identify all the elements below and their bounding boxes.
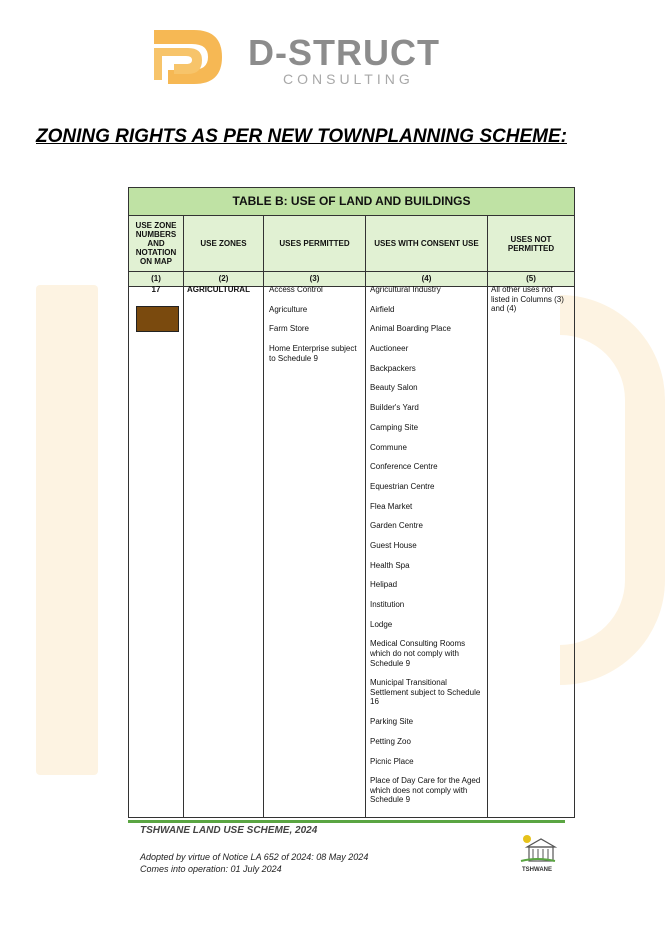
city-logo-text: TSHWANE — [522, 867, 552, 873]
list-item: Access Control — [269, 285, 323, 294]
uses-not-permitted: All other uses not listed in Columns (3) and (4) — [491, 285, 564, 314]
list-item: Agriculture — [269, 304, 308, 314]
logo-wordmark: D-STRUCT — [248, 32, 440, 73]
column-number: (5) — [526, 274, 536, 283]
adoption-notice: Adopted by virtue of Notice LA 652 of 2024: 08 May 2024 — [140, 852, 369, 862]
footer-title: TSHWANE LAND USE SCHEME, 2024 — [140, 825, 318, 836]
consent-uses-list — [370, 285, 485, 815]
list-item: Institution — [370, 600, 405, 609]
table-header-row — [129, 216, 574, 272]
list-item: Lodge — [370, 619, 393, 629]
header-not-permitted: USES NOT PERMITTED — [507, 234, 555, 253]
column-divider — [263, 216, 264, 817]
list-item: Picnic Place — [370, 756, 414, 766]
company-logo — [150, 24, 470, 94]
list-item: Petting Zoo — [370, 736, 411, 746]
list-item: Airfield — [370, 304, 395, 314]
list-item: Auctioneer — [370, 344, 409, 354]
column-divider — [183, 216, 184, 817]
list-item: Backpackers — [370, 363, 416, 373]
list-item: Municipal Transitional Settlement subject to Schedule 16 — [370, 678, 481, 707]
column-number: (1) — [151, 274, 161, 283]
header-uses-permitted: USES PERMITTED — [279, 239, 350, 248]
column-divider — [365, 216, 366, 817]
list-item: Commune — [370, 442, 407, 452]
list-item: Builder's Yard — [370, 403, 419, 413]
column-number: (2) — [218, 274, 229, 283]
page-heading: ZONING RIGHTS AS PER NEW TOWNPLANNING SCHEME: — [36, 126, 567, 147]
list-item: Animal Boarding Place — [370, 324, 451, 334]
watermark-left — [36, 285, 98, 775]
column-number: (4) — [421, 274, 432, 283]
list-item: Health Spa — [370, 560, 410, 570]
zone-color-swatch — [136, 306, 179, 332]
city-of-tshwane-logo-icon — [515, 833, 559, 875]
operation-date: Comes into operation: 01 July 2024 — [140, 864, 282, 874]
list-item: Beauty Salon — [370, 383, 418, 393]
list-item: Helipad — [370, 580, 398, 590]
zone-number: 17 — [151, 285, 161, 294]
watermark-right — [560, 295, 665, 685]
logo-subtitle: CONSULTING — [283, 71, 414, 87]
table-title: TABLE B: USE OF LAND AND BUILDINGS — [129, 188, 574, 216]
list-item: Farm Store — [269, 324, 310, 334]
list-item: Place of Day Care for the Aged which does not comply with Schedule 9 — [370, 776, 481, 805]
list-item: Medical Consulting Rooms which do not comply with Schedule 9 — [370, 639, 466, 668]
list-item: Conference Centre — [370, 462, 438, 472]
uses-permitted-list — [269, 285, 361, 373]
list-item: Guest House — [370, 540, 417, 550]
column-number: (3) — [309, 274, 320, 283]
list-item: Agricultural Industry — [370, 285, 441, 294]
d-struct-logo-icon — [150, 24, 230, 90]
list-item: Home Enterprise subject to Schedule 9 — [269, 344, 357, 363]
list-item: Garden Centre — [370, 521, 423, 531]
footer-rule — [128, 820, 565, 823]
list-item: Equestrian Centre — [370, 481, 435, 491]
land-use-table — [128, 187, 575, 818]
header-zone-number: USE ZONE NUMBERS AND NOTATION ON MAP — [135, 221, 177, 266]
list-item: Parking Site — [370, 717, 414, 727]
header-use-zones: USE ZONES — [200, 239, 247, 248]
list-item: Camping Site — [370, 422, 419, 432]
zone-name: AGRICULTURAL — [187, 285, 250, 294]
column-divider — [487, 216, 488, 817]
list-item: Flea Market — [370, 501, 413, 511]
header-consent-uses: USES WITH CONSENT USE — [374, 239, 479, 248]
